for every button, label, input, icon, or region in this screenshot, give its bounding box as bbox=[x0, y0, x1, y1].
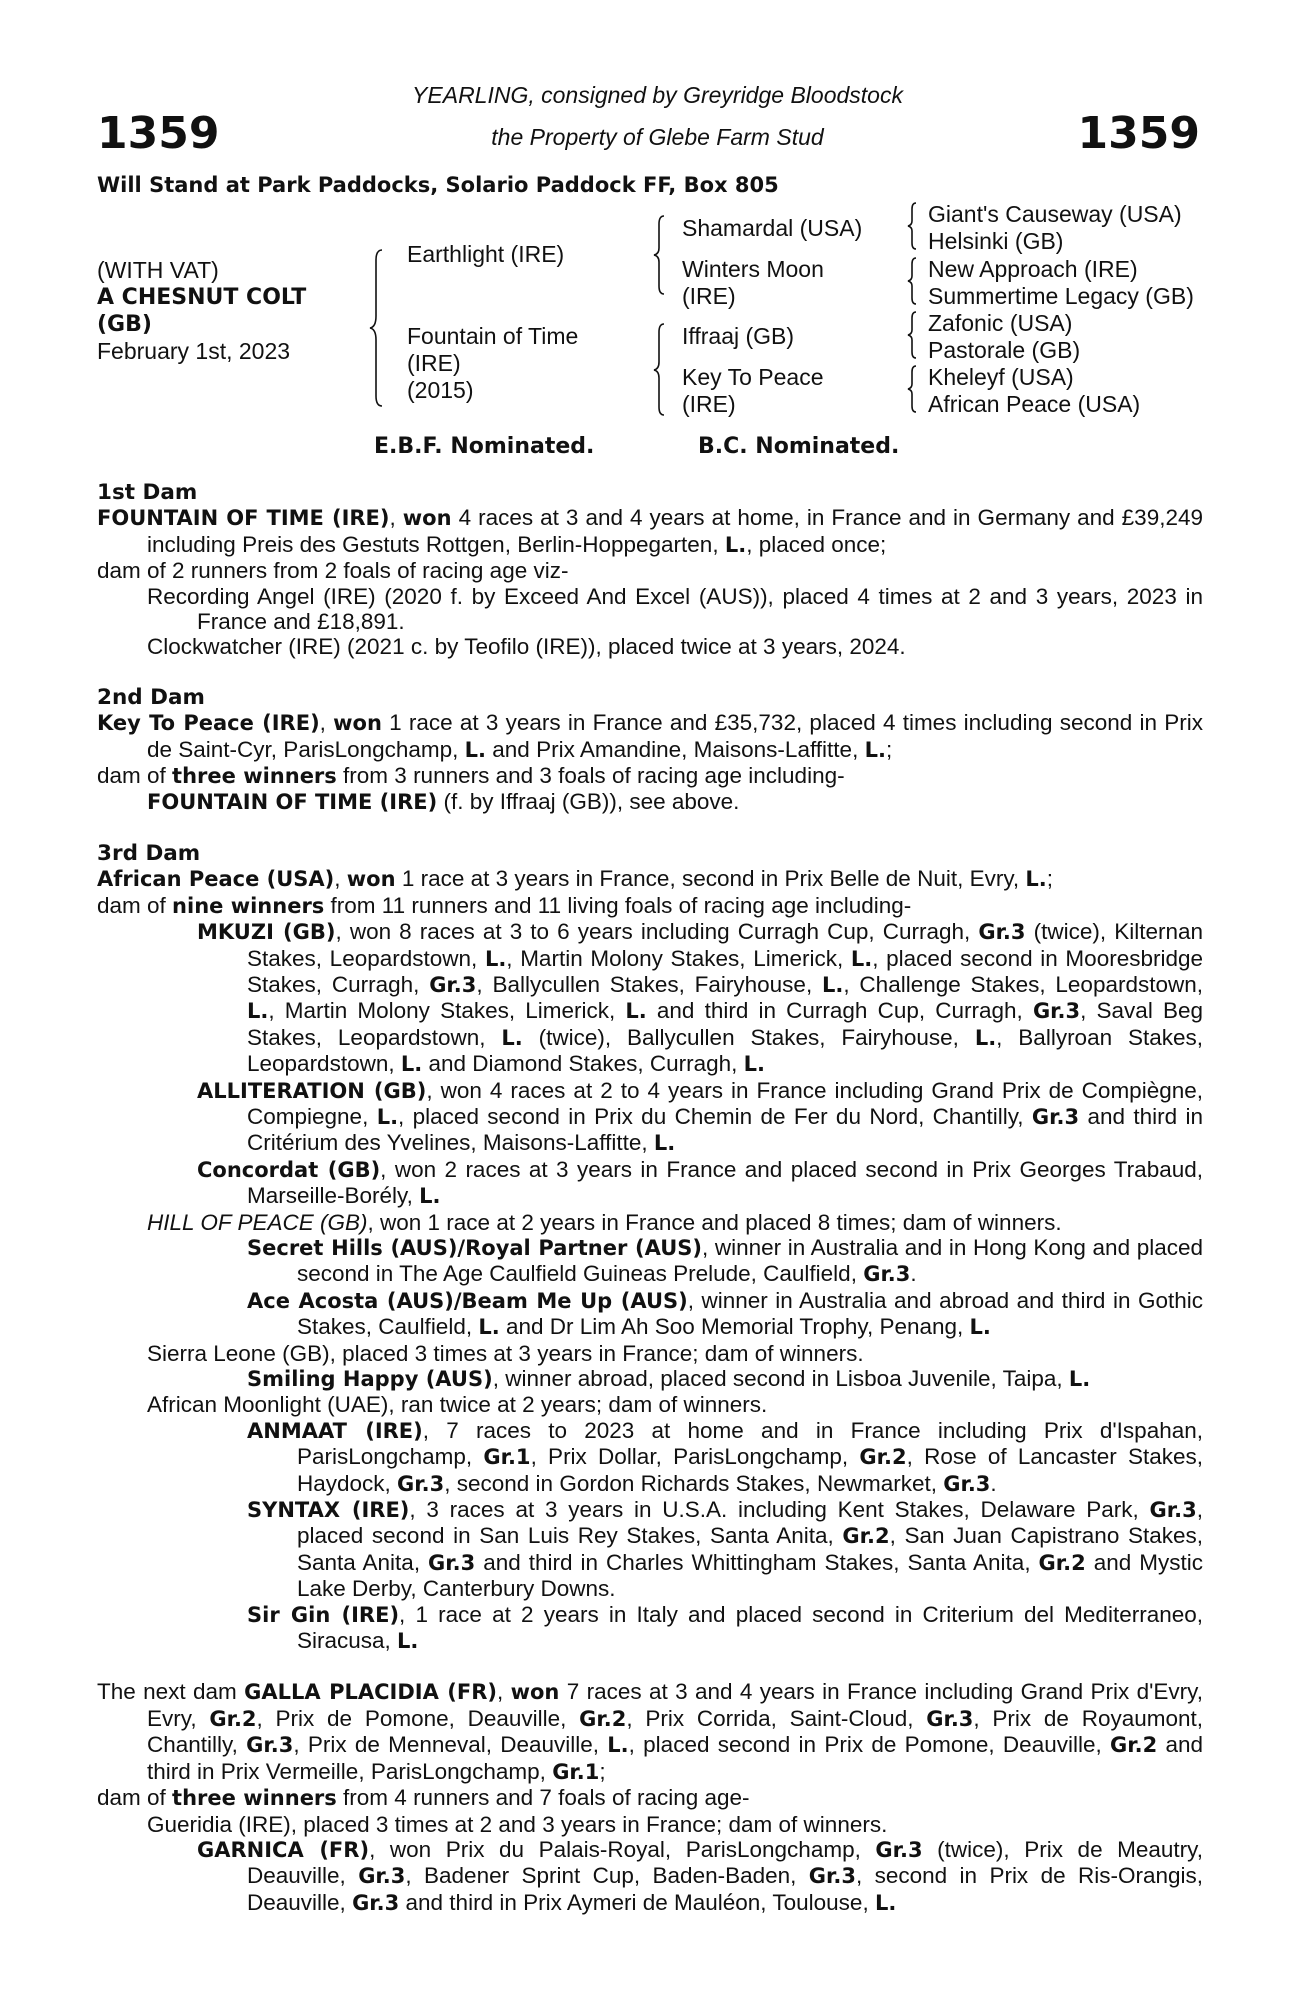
text-run: , placed second in Prix de Pomone, Deauville, bbox=[628, 1732, 1110, 1758]
bold-text: Gr.3 bbox=[808, 1864, 856, 1889]
text-run: , Martin Molony Stakes, Limerick, bbox=[268, 998, 626, 1024]
text-run: , 1 race at 2 years in Italy and placed second in Criterium del Mediterraneo, Siracusa, bbox=[297, 1601, 1203, 1654]
bold-text: Gr.3 bbox=[352, 1890, 400, 1915]
text-run: , bbox=[334, 866, 347, 892]
text-run: , Prix de Pomone, Deauville, bbox=[256, 1705, 580, 1731]
text-run: dam of bbox=[97, 763, 173, 789]
text-run: Sierra Leone (GB), placed 3 times at 3 years in France; dam of winners. bbox=[147, 1340, 864, 1366]
pedigree-paragraph bbox=[97, 919, 1203, 1077]
text-run: ; bbox=[599, 1758, 606, 1784]
bold-text: L. bbox=[419, 1184, 441, 1209]
gen3-name: Summertime Legacy (GB) bbox=[928, 283, 1194, 309]
italic-text: HILL OF PEACE (GB) bbox=[147, 1209, 368, 1235]
bold-text: ALLITERATION (GB) bbox=[197, 1078, 427, 1103]
bold-text: L. bbox=[400, 1052, 423, 1077]
pedigree-paragraph bbox=[97, 866, 1203, 892]
text-run: dam of 2 runners from 2 foals of racing age viz- bbox=[97, 558, 569, 584]
pedigree-brace-main bbox=[368, 248, 388, 408]
bold-text: nine winners bbox=[172, 893, 325, 918]
bold-text: L. bbox=[625, 999, 647, 1024]
pedigree-paragraph bbox=[97, 1679, 1203, 1785]
text-run: , 3 races at 3 years in U.S.A. including Kent Stakes, Delaware Park, bbox=[409, 1497, 1150, 1523]
gen3-name: Kheleyf (USA) bbox=[928, 364, 1074, 390]
pedigree-paragraph bbox=[97, 1210, 1203, 1235]
bold-text: Gr.3 bbox=[428, 1550, 476, 1575]
bold-text: Gr.3 bbox=[978, 920, 1026, 945]
bold-text: GALLA PLACIDIA (FR) bbox=[244, 1680, 497, 1705]
dam-line-3: (2015) bbox=[407, 377, 474, 403]
text-run: , second in Prix de Ris-Orangis, Deauville, bbox=[247, 1863, 1203, 1915]
vat-note: (WITH VAT) bbox=[97, 257, 219, 283]
pedigree-paragraph bbox=[97, 1078, 1203, 1157]
pedigree-paragraph bbox=[97, 1392, 1203, 1417]
text-run: and Prix Amandine, Maisons-Laffitte, bbox=[486, 736, 865, 762]
bold-text: Gr.3 bbox=[358, 1864, 406, 1889]
text-run: from 11 runners and 11 living foals of racing age including- bbox=[324, 892, 912, 918]
bold-text: L. bbox=[850, 946, 873, 971]
gen3-name: Helsinki (GB) bbox=[928, 228, 1064, 254]
bold-text: L. bbox=[653, 1131, 676, 1156]
gen3-name: New Approach (IRE) bbox=[928, 256, 1138, 282]
bold-text: Gr.2 bbox=[842, 1524, 890, 1549]
bold-text: Key To Peace (IRE) bbox=[97, 711, 320, 736]
text-run: , placed second in San Luis Rey Stakes, Santa Anita, bbox=[297, 1497, 1203, 1549]
text-run: (twice), Ballycullen Stakes, Fairyhouse, bbox=[522, 1024, 975, 1050]
text-run: , Prix Dollar, ParisLongchamp, bbox=[530, 1444, 860, 1470]
bold-text: Gr.3 bbox=[1031, 1104, 1080, 1129]
text-run: , won Prix du Palais-Royal, ParisLongchamp, bbox=[369, 1836, 876, 1862]
bold-text: won bbox=[346, 867, 396, 892]
bold-text: Gr.3 bbox=[1032, 999, 1081, 1024]
pedigree-brace-g3-1 bbox=[906, 201, 922, 251]
bold-text: Smiling Happy (AUS) bbox=[247, 1367, 493, 1391]
bold-text: L. bbox=[607, 1733, 629, 1758]
bold-text: MKUZI (GB) bbox=[197, 920, 336, 945]
text-run: and third in Charles Whittingham Stakes, Santa Anita, bbox=[475, 1549, 1039, 1575]
text-run: and third in Curragh Cup, Curragh, bbox=[646, 998, 1033, 1024]
bold-text: Gr.2 bbox=[1110, 1733, 1158, 1758]
text-run: . bbox=[910, 1261, 917, 1287]
bold-text: three winners bbox=[172, 764, 337, 789]
dam-line-2: (IRE) bbox=[407, 350, 461, 376]
bold-text: L. bbox=[376, 1104, 399, 1129]
bold-text: FOUNTAIN OF TIME (IRE) bbox=[97, 506, 390, 531]
pedigree-brace-g3-4 bbox=[906, 364, 922, 414]
bold-text: Concordat (GB) bbox=[197, 1157, 381, 1182]
bold-text: Gr.3 bbox=[875, 1837, 923, 1862]
bold-text: L. bbox=[1068, 1367, 1091, 1391]
ebf-nominated: E.B.F. Nominated. bbox=[374, 434, 595, 459]
bold-text: ANMAAT (IRE) bbox=[247, 1418, 423, 1443]
text-run: , won 1 race at 2 years in France and placed 8 times; dam of winners. bbox=[367, 1209, 1062, 1235]
text-run: and Diamond Stakes, Curragh, bbox=[422, 1051, 744, 1077]
consignor-line: YEARLING, consigned by Greyridge Bloodstock bbox=[412, 82, 903, 108]
pedigree-paragraph bbox=[97, 1366, 1203, 1392]
text-run: Recording Angel (IRE) (2020 f. by Exceed And Excel (AUS)), placed 4 times at 2 and 3 years, 2023 in France and £18,891. bbox=[147, 583, 1203, 635]
section-gap bbox=[97, 816, 1203, 841]
pedigree-paragraph bbox=[97, 893, 1203, 919]
text-run: , second in Gordon Richards Stakes, Newmarket, bbox=[444, 1470, 944, 1496]
bold-text: L. bbox=[464, 737, 487, 762]
bold-text: Ace Acosta (AUS)/Beam Me Up (AUS) bbox=[247, 1288, 688, 1313]
bold-text: L. bbox=[864, 737, 886, 762]
text-run: , bbox=[319, 710, 334, 736]
bold-text: L. bbox=[1025, 867, 1047, 892]
pedigree-paragraph bbox=[97, 1157, 1203, 1210]
text-run: African Moonlight (UAE), ran twice at 2 years; dam of winners. bbox=[147, 1392, 768, 1418]
bold-text: Gr.3 bbox=[246, 1733, 294, 1758]
pedigree-paragraph bbox=[97, 1235, 1203, 1288]
bold-text: L. bbox=[724, 532, 747, 557]
text-run: and third in Prix Vermeille, ParisLongchamp, bbox=[147, 1732, 1204, 1784]
bold-text: Gr.2 bbox=[1038, 1550, 1086, 1575]
bold-text: Gr.3 bbox=[429, 972, 477, 997]
text-run: , Ballyroan Stakes, Leopardstown, bbox=[247, 1024, 1204, 1077]
text-run: , winner abroad, placed second in Lisboa Juvenile, Taipa, bbox=[492, 1366, 1069, 1391]
text-run: , Ballycullen Stakes, Fairyhouse, bbox=[476, 971, 823, 997]
text-run: , Rose of Lancaster Stakes, Haydock, bbox=[297, 1444, 1203, 1496]
bold-text: FOUNTAIN OF TIME (IRE) bbox=[147, 790, 438, 815]
bold-text: L. bbox=[484, 946, 507, 971]
bold-text: L. bbox=[743, 1052, 765, 1077]
horse-name: A CHESNUT COLT bbox=[97, 285, 307, 310]
text-run: , Badener Sprint Cup, Baden-Baden, bbox=[405, 1863, 809, 1889]
gen3-name: African Peace (USA) bbox=[928, 391, 1141, 417]
pedigree-paragraph bbox=[97, 789, 1203, 815]
text-run: , placed once; bbox=[746, 531, 887, 557]
bold-text: L. bbox=[974, 1025, 997, 1050]
lot-number-right: 1359 bbox=[1077, 108, 1200, 159]
lot-number-left: 1359 bbox=[97, 108, 220, 159]
sire: Earthlight (IRE) bbox=[407, 241, 565, 267]
pedigree-brace-g3-2 bbox=[906, 256, 922, 306]
dam-dam-line-1: Key To Peace bbox=[682, 364, 824, 390]
section-gap bbox=[97, 1654, 1203, 1679]
bold-text: Gr.1 bbox=[552, 1759, 600, 1784]
text-run: Gueridia (IRE), placed 3 times at 2 and 3 years in France; dam of winners. bbox=[147, 1811, 888, 1837]
text-run: and Mystic Lake Derby, Canterbury Downs. bbox=[297, 1549, 1203, 1602]
text-run: , Martin Molony Stakes, Limerick, bbox=[506, 945, 851, 971]
pedigree-paragraph bbox=[97, 1785, 1203, 1811]
pedigree-paragraph bbox=[97, 634, 1203, 659]
bold-text: Gr.3 bbox=[863, 1262, 911, 1287]
text-run: , placed second in Mooresbridge Stakes, Curragh, bbox=[247, 945, 1204, 997]
gen3-name: Pastorale (GB) bbox=[928, 337, 1081, 363]
stand-location: Will Stand at Park Paddocks, Solario Paddock FF, Box 805 bbox=[97, 173, 779, 197]
pedigree-paragraph bbox=[97, 1812, 1203, 1837]
text-run: , San Juan Capistrano Stakes, Santa Anita, bbox=[297, 1523, 1203, 1575]
dam-dam-line-2: (IRE) bbox=[682, 391, 736, 417]
section-heading: 3rd Dam bbox=[97, 840, 201, 866]
bold-text: L. bbox=[874, 1890, 897, 1915]
pedigree-brace-sire bbox=[652, 214, 670, 296]
bold-text: Sir Gin (IRE) bbox=[247, 1602, 400, 1627]
bold-text: Gr.2 bbox=[859, 1445, 907, 1470]
bold-text: L. bbox=[969, 1315, 991, 1340]
text-run: (twice), Prix de Meautry, Deauville, bbox=[247, 1836, 1204, 1889]
text-run: 1 race at 3 years in France and £35,732, placed 4 times including second in Prix de Saint-Cyr, ParisLongchamp, bbox=[147, 710, 1203, 762]
bc-nominated: B.C. Nominated. bbox=[698, 434, 900, 459]
text-run: ; bbox=[885, 736, 893, 762]
bold-text: Gr.1 bbox=[483, 1445, 531, 1470]
pedigree-paragraph bbox=[97, 1497, 1203, 1602]
dam-sire: Iffraaj (GB) bbox=[682, 323, 795, 349]
text-run: and Dr Lim Ah Soo Memorial Trophy, Penang, bbox=[499, 1314, 970, 1340]
bold-text: L. bbox=[397, 1629, 419, 1654]
pedigree-paragraph bbox=[97, 558, 1203, 583]
horse-country: (GB) bbox=[97, 312, 152, 337]
bold-text: Gr.3 bbox=[397, 1471, 445, 1496]
text-run: dam of bbox=[97, 892, 173, 918]
bold-text: three winners bbox=[172, 1786, 337, 1811]
text-run: , bbox=[496, 1679, 511, 1705]
text-run: The next dam bbox=[97, 1679, 245, 1705]
text-run: 1 race at 3 years in France, second in Prix Belle de Nuit, Evry, bbox=[395, 866, 1026, 892]
catalogue-body bbox=[97, 480, 1203, 1916]
pedigree-brace-g3-3 bbox=[906, 310, 922, 360]
text-run: , 7 races to 2023 at home and in France including Prix d'Ispahan, ParisLongchamp, bbox=[297, 1417, 1203, 1470]
property-line: the Property of Glebe Farm Stud bbox=[491, 124, 824, 150]
text-run: and third in Prix Aymeri de Mauléon, Toulouse, bbox=[399, 1889, 875, 1915]
text-run: , won 2 races at 3 years in France and placed second in Prix Georges Trabaud, Marseille-Borély, bbox=[247, 1156, 1203, 1209]
bold-text: Gr.3 bbox=[1149, 1498, 1197, 1523]
bold-text: L. bbox=[247, 999, 269, 1024]
sire-dam-line-1: Winters Moon bbox=[682, 256, 824, 282]
text-run: , Prix de Royaumont, Chantilly, bbox=[147, 1705, 1204, 1758]
text-run: , placed second in Prix du Chemin de Fer du Nord, Chantilly, bbox=[398, 1103, 1032, 1129]
pedigree-paragraph bbox=[97, 763, 1203, 789]
bold-text: Gr.3 bbox=[943, 1471, 991, 1496]
bold-text: L. bbox=[501, 1025, 523, 1050]
sire-sire: Shamardal (USA) bbox=[682, 215, 863, 241]
gen3-name: Giant's Causeway (USA) bbox=[928, 201, 1182, 227]
text-run: ; bbox=[1046, 866, 1054, 892]
text-run: , won 4 races at 2 to 4 years in France including Grand Prix de Compiègne, Compiegne, bbox=[247, 1077, 1203, 1129]
sire-dam-line-2: (IRE) bbox=[682, 283, 736, 309]
gen3-name: Zafonic (USA) bbox=[928, 310, 1073, 336]
text-run: , Prix Corrida, Saint-Cloud, bbox=[626, 1705, 927, 1731]
section-heading: 2nd Dam bbox=[97, 684, 205, 710]
pedigree-paragraph bbox=[97, 1288, 1203, 1341]
text-run: , winner in Australia and abroad and third in Gothic Stakes, Caulfield, bbox=[297, 1287, 1203, 1340]
text-run: , won 8 races at 3 to 6 years including Curragh Cup, Curragh, bbox=[335, 919, 979, 945]
bold-text: Gr.2 bbox=[579, 1706, 627, 1731]
text-run: , Challenge Stakes, Leopardstown, bbox=[843, 971, 1204, 997]
text-run: dam of bbox=[97, 1785, 173, 1811]
bold-text: L. bbox=[478, 1315, 500, 1340]
bold-text: won bbox=[333, 711, 382, 736]
bold-text: SYNTAX (IRE) bbox=[247, 1498, 410, 1523]
text-run: from 4 runners and 7 foals of racing age- bbox=[336, 1785, 750, 1811]
dam-line-1: Fountain of Time bbox=[407, 323, 579, 349]
text-run: , bbox=[389, 505, 403, 531]
text-run: , Prix de Menneval, Deauville, bbox=[293, 1732, 608, 1758]
text-run: , winner in Australia and in Hong Kong and placed second in The Age Caulfield Guineas Prelude, Caulfield, bbox=[297, 1234, 1203, 1287]
text-run: from 3 runners and 3 foals of racing age including- bbox=[336, 763, 845, 789]
text-run: Clockwatcher (IRE) (2021 c. by Teofilo (IRE)), placed twice at 3 years, 2024. bbox=[147, 634, 906, 660]
bold-text: won bbox=[402, 506, 452, 531]
pedigree-paragraph bbox=[97, 1418, 1203, 1497]
text-run: 7 races at 3 and 4 years in France including Grand Prix d'Evry, Evry, bbox=[147, 1679, 1203, 1731]
bold-text: Gr.2 bbox=[209, 1706, 257, 1731]
bold-text: Gr.3 bbox=[926, 1706, 974, 1731]
bold-text: won bbox=[510, 1680, 560, 1705]
pedigree-brace-dam bbox=[652, 322, 670, 417]
section-heading: 1st Dam bbox=[97, 480, 198, 505]
text-run: (f. by Iffraaj (GB)), see above. bbox=[437, 789, 740, 815]
text-run: 4 races at 3 and 4 years at home, in France and in Germany and £39,249 including Preis des Gestuts Rottgen, Berlin-Hoppegarten, bbox=[147, 505, 1203, 557]
pedigree-paragraph bbox=[97, 1341, 1203, 1366]
pedigree-paragraph bbox=[97, 1602, 1203, 1655]
section-gap bbox=[97, 660, 1203, 685]
text-run: (twice), Kilternan Stakes, Leopardstown, bbox=[247, 919, 1203, 971]
pedigree-paragraph bbox=[97, 1837, 1203, 1916]
text-run: and third in Critérium des Yvelines, Maisons-Laffitte, bbox=[247, 1103, 1204, 1156]
pedigree-paragraph bbox=[97, 710, 1203, 763]
bold-text: GARNICA (FR) bbox=[197, 1837, 370, 1862]
bold-text: African Peace (USA) bbox=[97, 867, 335, 892]
text-run: . bbox=[990, 1470, 997, 1496]
pedigree-paragraph bbox=[97, 505, 1203, 558]
bold-text: Secret Hills (AUS)/Royal Partner (AUS) bbox=[247, 1235, 702, 1260]
foaling-date: February 1st, 2023 bbox=[97, 338, 291, 364]
text-run: , Saval Beg Stakes, Leopardstown, bbox=[247, 998, 1203, 1050]
pedigree-paragraph bbox=[97, 584, 1203, 635]
bold-text: L. bbox=[822, 972, 844, 997]
